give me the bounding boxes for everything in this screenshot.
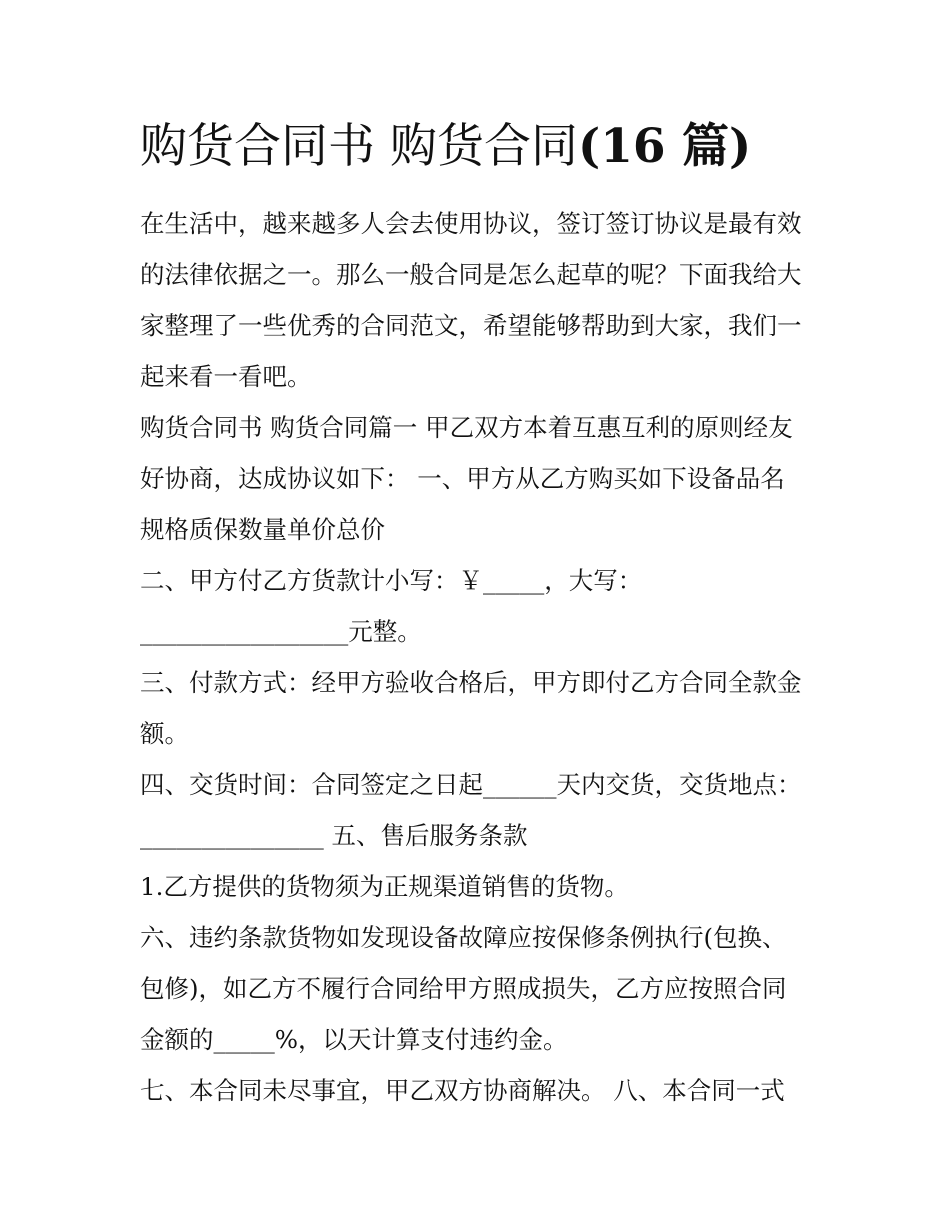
body-line: 六、违约条款货物如发现设备故障应按保修条例执行(包换、 xyxy=(140,923,787,952)
body-line: 金额的_____%，以天计算支付违约金。 xyxy=(140,1025,568,1054)
body-line: 家整理了一些优秀的合同范文，希望能够帮助到大家，我们一 xyxy=(140,311,802,340)
body-line: 七、本合同未尽事宜，甲乙双方协商解决。 八、本合同一式 xyxy=(140,1076,785,1105)
document-title-text: 购货合同书 购货合同 xyxy=(140,119,578,174)
body-line: 在生活中，越来越多人会去使用协议，签订签订协议是最有效 xyxy=(140,209,802,238)
document-title xyxy=(140,112,751,182)
body-line: _______________ 五、售后服务条款 xyxy=(140,821,528,850)
body-line: 起来看一看吧。 xyxy=(140,362,312,391)
body-line: 1.乙方提供的货物须为正规渠道销售的货物。 xyxy=(140,872,629,901)
body-line: 四、交货时间：合同签定之日起______天内交货，交货地点： xyxy=(140,770,802,799)
document-title-suffix: (16 篇) xyxy=(577,119,752,174)
body-line: 包修)，如乙方不履行合同给甲方照成损失，乙方应按照合同 xyxy=(140,974,787,1003)
body-line: 规格质保数量单价总价 xyxy=(140,515,385,544)
body-line: 二、甲方付乙方货款计小写：￥_____，大写： xyxy=(140,566,643,595)
body-line: 购货合同书 购货合同篇一 甲乙双方本着互惠互利的原则经友 xyxy=(140,413,793,442)
body-line: 好协商，达成协议如下： 一、甲方从乙方购买如下设备品名 xyxy=(140,464,785,493)
body-line: _________________元整。 xyxy=(140,617,422,646)
body-line: 额。 xyxy=(140,719,189,748)
body-line: 三、付款方式：经甲方验收合格后，甲方即付乙方合同全款金 xyxy=(140,668,802,697)
document-body xyxy=(140,198,820,1116)
body-line: 的法律依据之一。那么一般合同是怎么起草的呢？下面我给大 xyxy=(140,260,802,289)
